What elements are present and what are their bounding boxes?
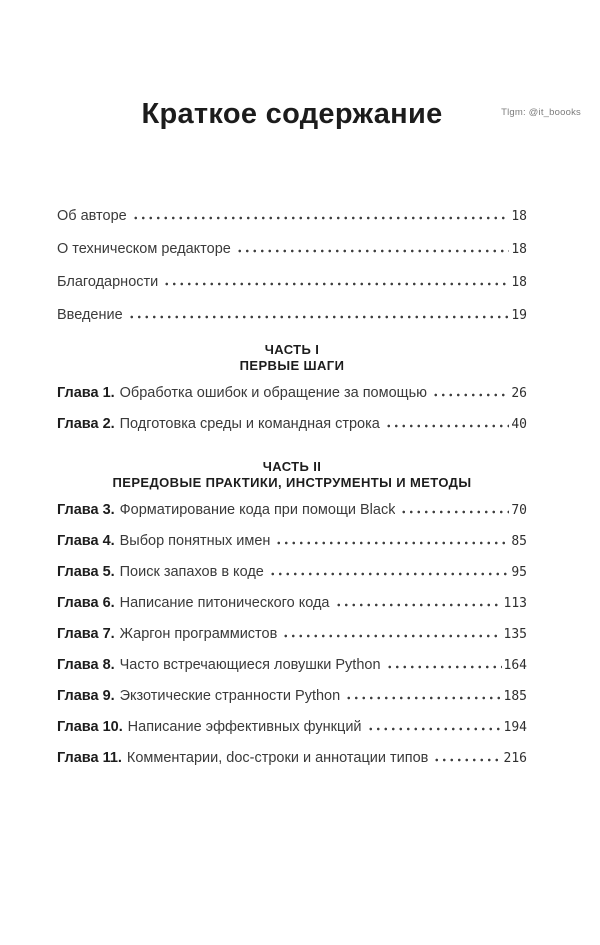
part-2-chapter-list: [57, 500, 527, 769]
page-number: 164: [503, 658, 527, 673]
page-number: 113: [503, 596, 527, 611]
chapter-label: Глава 11.: [57, 750, 122, 766]
toc-entry: [57, 531, 527, 552]
page-number: 40: [511, 417, 527, 432]
part-label: ЧАСТЬ II: [262, 459, 322, 474]
entry-title: Часто встречающиеся ловушки Python: [119, 657, 381, 673]
entry-title: Комментарии, doc-строки и аннотации типов: [126, 750, 429, 766]
front-matter-list: [57, 206, 527, 326]
entry-title: Поиск запахов в коде: [119, 564, 264, 580]
toc-entry: [57, 414, 527, 435]
book-page: [0, 97, 600, 769]
part-title: ПЕРВЫЕ ШАГИ: [239, 358, 345, 373]
chapter-label: Глава 3.: [57, 502, 115, 518]
chapter-label: Глава 10.: [57, 719, 123, 735]
page-number: 70: [511, 503, 527, 518]
chapter-label: Глава 2.: [57, 416, 115, 432]
page-number: 185: [503, 689, 527, 704]
toc-entry: [57, 717, 527, 738]
part-label: ЧАСТЬ I: [264, 342, 320, 357]
toc-entry: [57, 593, 527, 614]
dot-leader: [282, 634, 501, 638]
toc-entry: [57, 272, 527, 293]
toc-entry: [57, 383, 527, 404]
entry-title: Экзотические странности Python: [119, 688, 341, 704]
entry-title: О техническом редакторе: [57, 241, 231, 257]
page-number: 194: [503, 720, 527, 735]
dot-leader: [128, 315, 510, 319]
telegram-watermark: Tlgm: @it_boooks: [501, 107, 581, 118]
page-number: 18: [511, 242, 527, 257]
dot-leader: [400, 510, 509, 514]
dot-leader: [236, 249, 510, 253]
entry-title: Обработка ошибок и обращение за помощью: [119, 385, 428, 401]
dot-leader: [163, 282, 509, 286]
toc-entry: [57, 686, 527, 707]
chapter-label: Глава 1.: [57, 385, 115, 401]
toc-entry: [57, 239, 527, 260]
dot-leader: [132, 216, 510, 220]
entry-title: Форматирование кода при помощи Black: [119, 502, 396, 518]
toc-entry: [57, 562, 527, 583]
dot-leader: [367, 727, 502, 731]
page-title: Краткое содержание: [141, 98, 443, 130]
entry-title: Выбор понятных имен: [119, 533, 271, 549]
chapter-label: Глава 9.: [57, 688, 115, 704]
chapter-label: Глава 5.: [57, 564, 115, 580]
chapter-label: Глава 7.: [57, 626, 115, 642]
entry-title: Об авторе: [57, 208, 127, 224]
toc-entry: [57, 748, 527, 769]
dot-leader: [385, 424, 510, 428]
page-number: 18: [511, 275, 527, 290]
part-1-chapter-list: [57, 383, 527, 435]
page-number: 18: [511, 209, 527, 224]
toc-entry: [57, 500, 527, 521]
dot-leader: [275, 541, 509, 545]
page-number: 26: [511, 386, 527, 401]
toc-entry: [57, 206, 527, 227]
dot-leader: [335, 603, 502, 607]
toc-entry: [57, 305, 527, 326]
page-number: 85: [511, 534, 527, 549]
dot-leader: [433, 758, 501, 762]
toc-entry: [57, 624, 527, 645]
entry-title: Введение: [57, 307, 123, 323]
entry-title: Написание эффективных функций: [127, 719, 362, 735]
dot-leader: [432, 393, 509, 397]
part-1-header: [57, 342, 527, 374]
dot-leader: [269, 572, 510, 576]
toc-entry: [57, 655, 527, 676]
part-title: ПЕРЕДОВЫЕ ПРАКТИКИ, ИНСТРУМЕНТЫ И МЕТОДЫ: [112, 475, 472, 490]
entry-title: Благодарности: [57, 274, 159, 290]
page-number: 216: [503, 751, 527, 766]
chapter-label: Глава 8.: [57, 657, 115, 673]
dot-leader: [386, 665, 502, 669]
page-number: 135: [503, 627, 527, 642]
chapter-label: Глава 4.: [57, 533, 115, 549]
page-number: 95: [511, 565, 527, 580]
page-number: 19: [511, 308, 527, 323]
entry-title: Жаргон программистов: [119, 626, 278, 642]
part-2-header: [57, 459, 527, 491]
dot-leader: [345, 696, 501, 700]
chapter-label: Глава 6.: [57, 595, 115, 611]
entry-title: Написание питонического кода: [119, 595, 330, 611]
entry-title: Подготовка среды и командная строка: [119, 416, 380, 432]
